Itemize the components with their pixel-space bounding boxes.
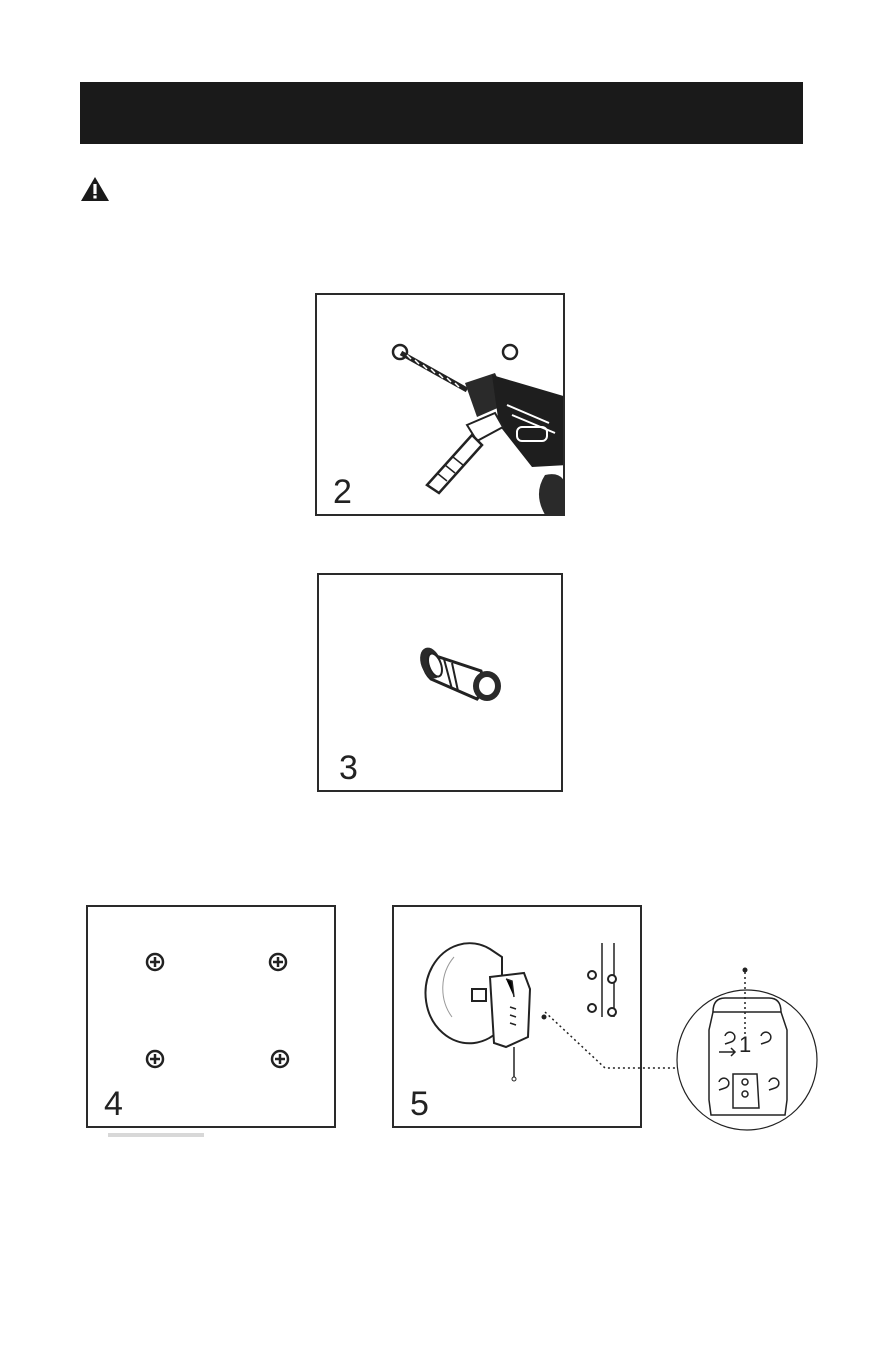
step-panel-2 xyxy=(315,293,565,516)
warning-triangle-icon xyxy=(80,176,110,202)
screws-icon xyxy=(88,907,336,1128)
step-panel-4 xyxy=(86,905,336,1128)
drill-icon xyxy=(317,295,565,516)
step-number-5: 5 xyxy=(410,1085,429,1123)
detail-label: 1 xyxy=(739,1032,752,1057)
mounting-bracket-detail-icon xyxy=(535,960,825,1135)
step-number-4: 4 xyxy=(104,1085,123,1123)
step-panel-3 xyxy=(317,573,563,792)
step-number-2: 2 xyxy=(333,473,352,511)
caption-rule xyxy=(108,1133,204,1137)
step-number-3: 3 xyxy=(339,749,358,787)
section-header-bar xyxy=(80,82,803,144)
